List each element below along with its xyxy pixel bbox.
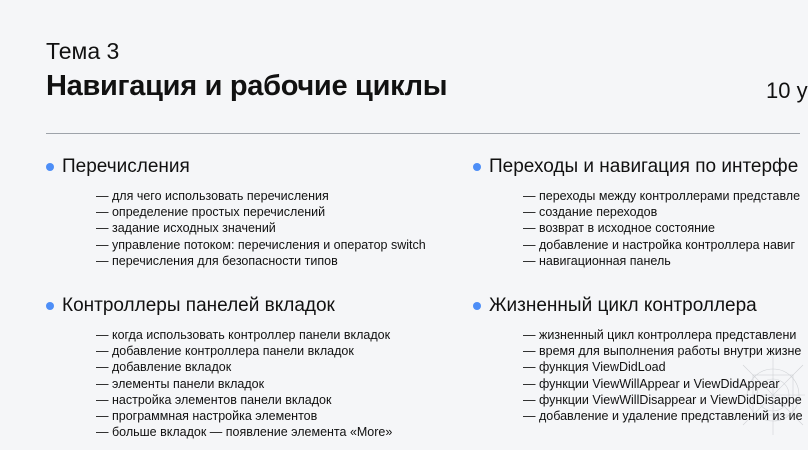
bullet-dot-icon xyxy=(46,302,54,310)
list-item: — добавление и настройка контроллера навиг xyxy=(523,237,796,252)
list-item: — перечисления для безопасности типов xyxy=(96,253,338,268)
slide-title: Навигация и рабочие циклы xyxy=(46,70,448,102)
list-item: — функция ViewDidLoad xyxy=(523,360,666,375)
section-heading xyxy=(46,295,392,317)
list-item: — жизненный цикл контроллера представлени xyxy=(523,328,797,342)
list-item: — задание исходных значений xyxy=(96,221,276,236)
section-heading xyxy=(473,295,803,317)
section-title: Контроллеры панелей вкладок xyxy=(62,295,335,316)
topic-label: Тема 3 xyxy=(46,38,120,64)
list-item: — добавление и удаление представлений из ие xyxy=(523,409,803,424)
section-tab-controllers xyxy=(46,295,392,440)
section-enumerations xyxy=(46,156,426,269)
section-title: Переходы и навигация по интерфе xyxy=(489,156,799,177)
list-item: — управление потоком: перечисления и оператор switch xyxy=(96,237,426,252)
list-item: — определение простых перечислений xyxy=(96,205,326,220)
list-item: — добавление контроллера панели вкладок xyxy=(96,344,354,359)
section-heading xyxy=(46,156,426,178)
section-heading xyxy=(473,156,800,178)
list-item: — программная настройка элементов xyxy=(96,409,318,424)
section-title: Перечисления xyxy=(62,156,190,177)
list-item: — настройка элементов панели вкладок xyxy=(96,392,332,407)
list-item: — добавление вкладок xyxy=(96,360,232,375)
section-items xyxy=(46,327,392,440)
list-item: — больше вкладок — появление элемента «More» xyxy=(96,425,393,440)
section-navigation xyxy=(473,156,800,269)
list-item: — элементы панели вкладок xyxy=(96,376,265,391)
list-item: — для чего использовать перечисления xyxy=(96,189,329,203)
list-item: — функции ViewWillAppear и ViewDidAppear xyxy=(523,376,780,391)
list-item: — переходы между контроллерами представле xyxy=(523,189,801,203)
decorative-pattern-icon xyxy=(738,350,808,440)
list-item: — когда использовать контроллер панели вкладок xyxy=(96,328,391,342)
list-item: — функции ViewWillDisappear и ViewDidDisappe xyxy=(523,392,802,407)
list-item: — создание переходов xyxy=(523,205,658,220)
bullet-dot-icon xyxy=(46,163,54,171)
section-items xyxy=(46,188,426,269)
list-item: — возврат в исходное состояние xyxy=(523,221,715,236)
list-item: — время для выполнения работы внутри жизне xyxy=(523,344,802,359)
header-divider xyxy=(46,133,800,134)
duration-label: 10 у xyxy=(766,78,808,103)
bullet-dot-icon xyxy=(473,302,481,310)
section-items xyxy=(473,188,800,269)
section-title: Жизненный цикл контроллера xyxy=(489,295,757,316)
list-item: — навигационная панель xyxy=(523,253,671,268)
bullet-dot-icon xyxy=(473,163,481,171)
